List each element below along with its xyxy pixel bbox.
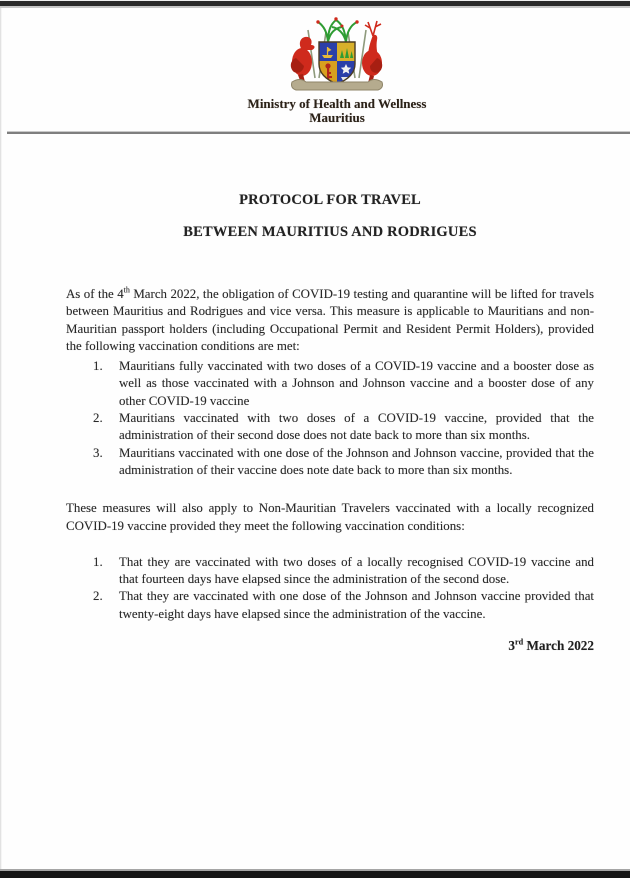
mauritius-coat-of-arms-icon xyxy=(278,14,396,96)
list-item-number: 3. xyxy=(93,445,103,460)
header-divider xyxy=(7,131,630,134)
list-item-text: That they are vaccinated with one dose of the Johnson and Johnson vaccine provided that twenty-eight days have elapsed since the administration of the vaccine. xyxy=(119,589,594,621)
list-item-text: Mauritians vaccinated with one dose of the Johnson and Johnson vaccine, provided that the administration of their vaccine does note date back to more than six months. xyxy=(119,445,594,477)
list-item xyxy=(93,410,594,445)
letterhead xyxy=(44,8,630,125)
non-mauritian-conditions-list xyxy=(66,554,594,623)
title-line-2: BETWEEN MAURITIUS AND RODRIGUES xyxy=(183,224,477,240)
list-item xyxy=(93,588,594,623)
list-item-text: Mauritians fully vaccinated with two doses of a COVID-19 vaccine and a booster dose as well as those vaccinated with a Johnson and Johnson vaccine and a booster dose of any other COVID-19 vaccine xyxy=(119,359,594,408)
photo-top-edge xyxy=(0,0,630,8)
ministry-name: Ministry of Health and Wellness xyxy=(247,96,427,111)
intro-paragraph xyxy=(66,286,594,355)
list-item-text: Mauritians vaccinated with two doses of a COVID-19 vaccine, provided that the administration of their second dose does not date back to more than six months. xyxy=(119,411,594,443)
list-item-number: 2. xyxy=(93,589,103,604)
list-item xyxy=(93,445,594,480)
intro-paragraph-post: March 2022, the obligation of COVID-19 testing and quarantine will be lifted for travels between Mauritius and Rodrigues and vice versa. This measure is applicable to Mauritians and non-Mauritian passport holders (including Occupational Permit and Resident Permit Holders), provided the following vaccination conditions are met: xyxy=(66,287,594,353)
list-item-number: 1. xyxy=(93,359,103,374)
photo-left-edge xyxy=(0,8,2,869)
document-date-day: 3 xyxy=(508,638,515,654)
title-line-1: PROTOCOL FOR TRAVEL xyxy=(239,192,421,208)
list-item xyxy=(93,554,594,589)
document-page xyxy=(0,8,630,869)
list-item xyxy=(93,358,594,410)
document-date xyxy=(66,638,594,654)
photo-bottom-edge xyxy=(0,869,630,878)
mauritian-conditions-list xyxy=(66,358,594,479)
list-item-number: 2. xyxy=(93,411,103,426)
intro-paragraph-pre: As of the 4 xyxy=(66,287,124,301)
ordinal-superscript: th xyxy=(123,285,130,295)
document-date-rest: March 2022 xyxy=(523,638,594,654)
document-title xyxy=(66,192,594,241)
ordinal-superscript: rd xyxy=(515,637,524,647)
document-body xyxy=(66,192,594,654)
non-mauritian-paragraph: These measures will also apply to Non-Mauritian Travelers vaccinated with a locally recognized COVID-19 vaccine provided they meet the following vaccination conditions: xyxy=(66,501,594,533)
country-name: Mauritius xyxy=(309,110,365,125)
list-item-text: That they are vaccinated with two doses of a locally recognised COVID-19 vaccine and that fourteen days have elapsed since the administration of the second dose. xyxy=(119,554,594,587)
list-item-number: 1. xyxy=(93,554,103,569)
